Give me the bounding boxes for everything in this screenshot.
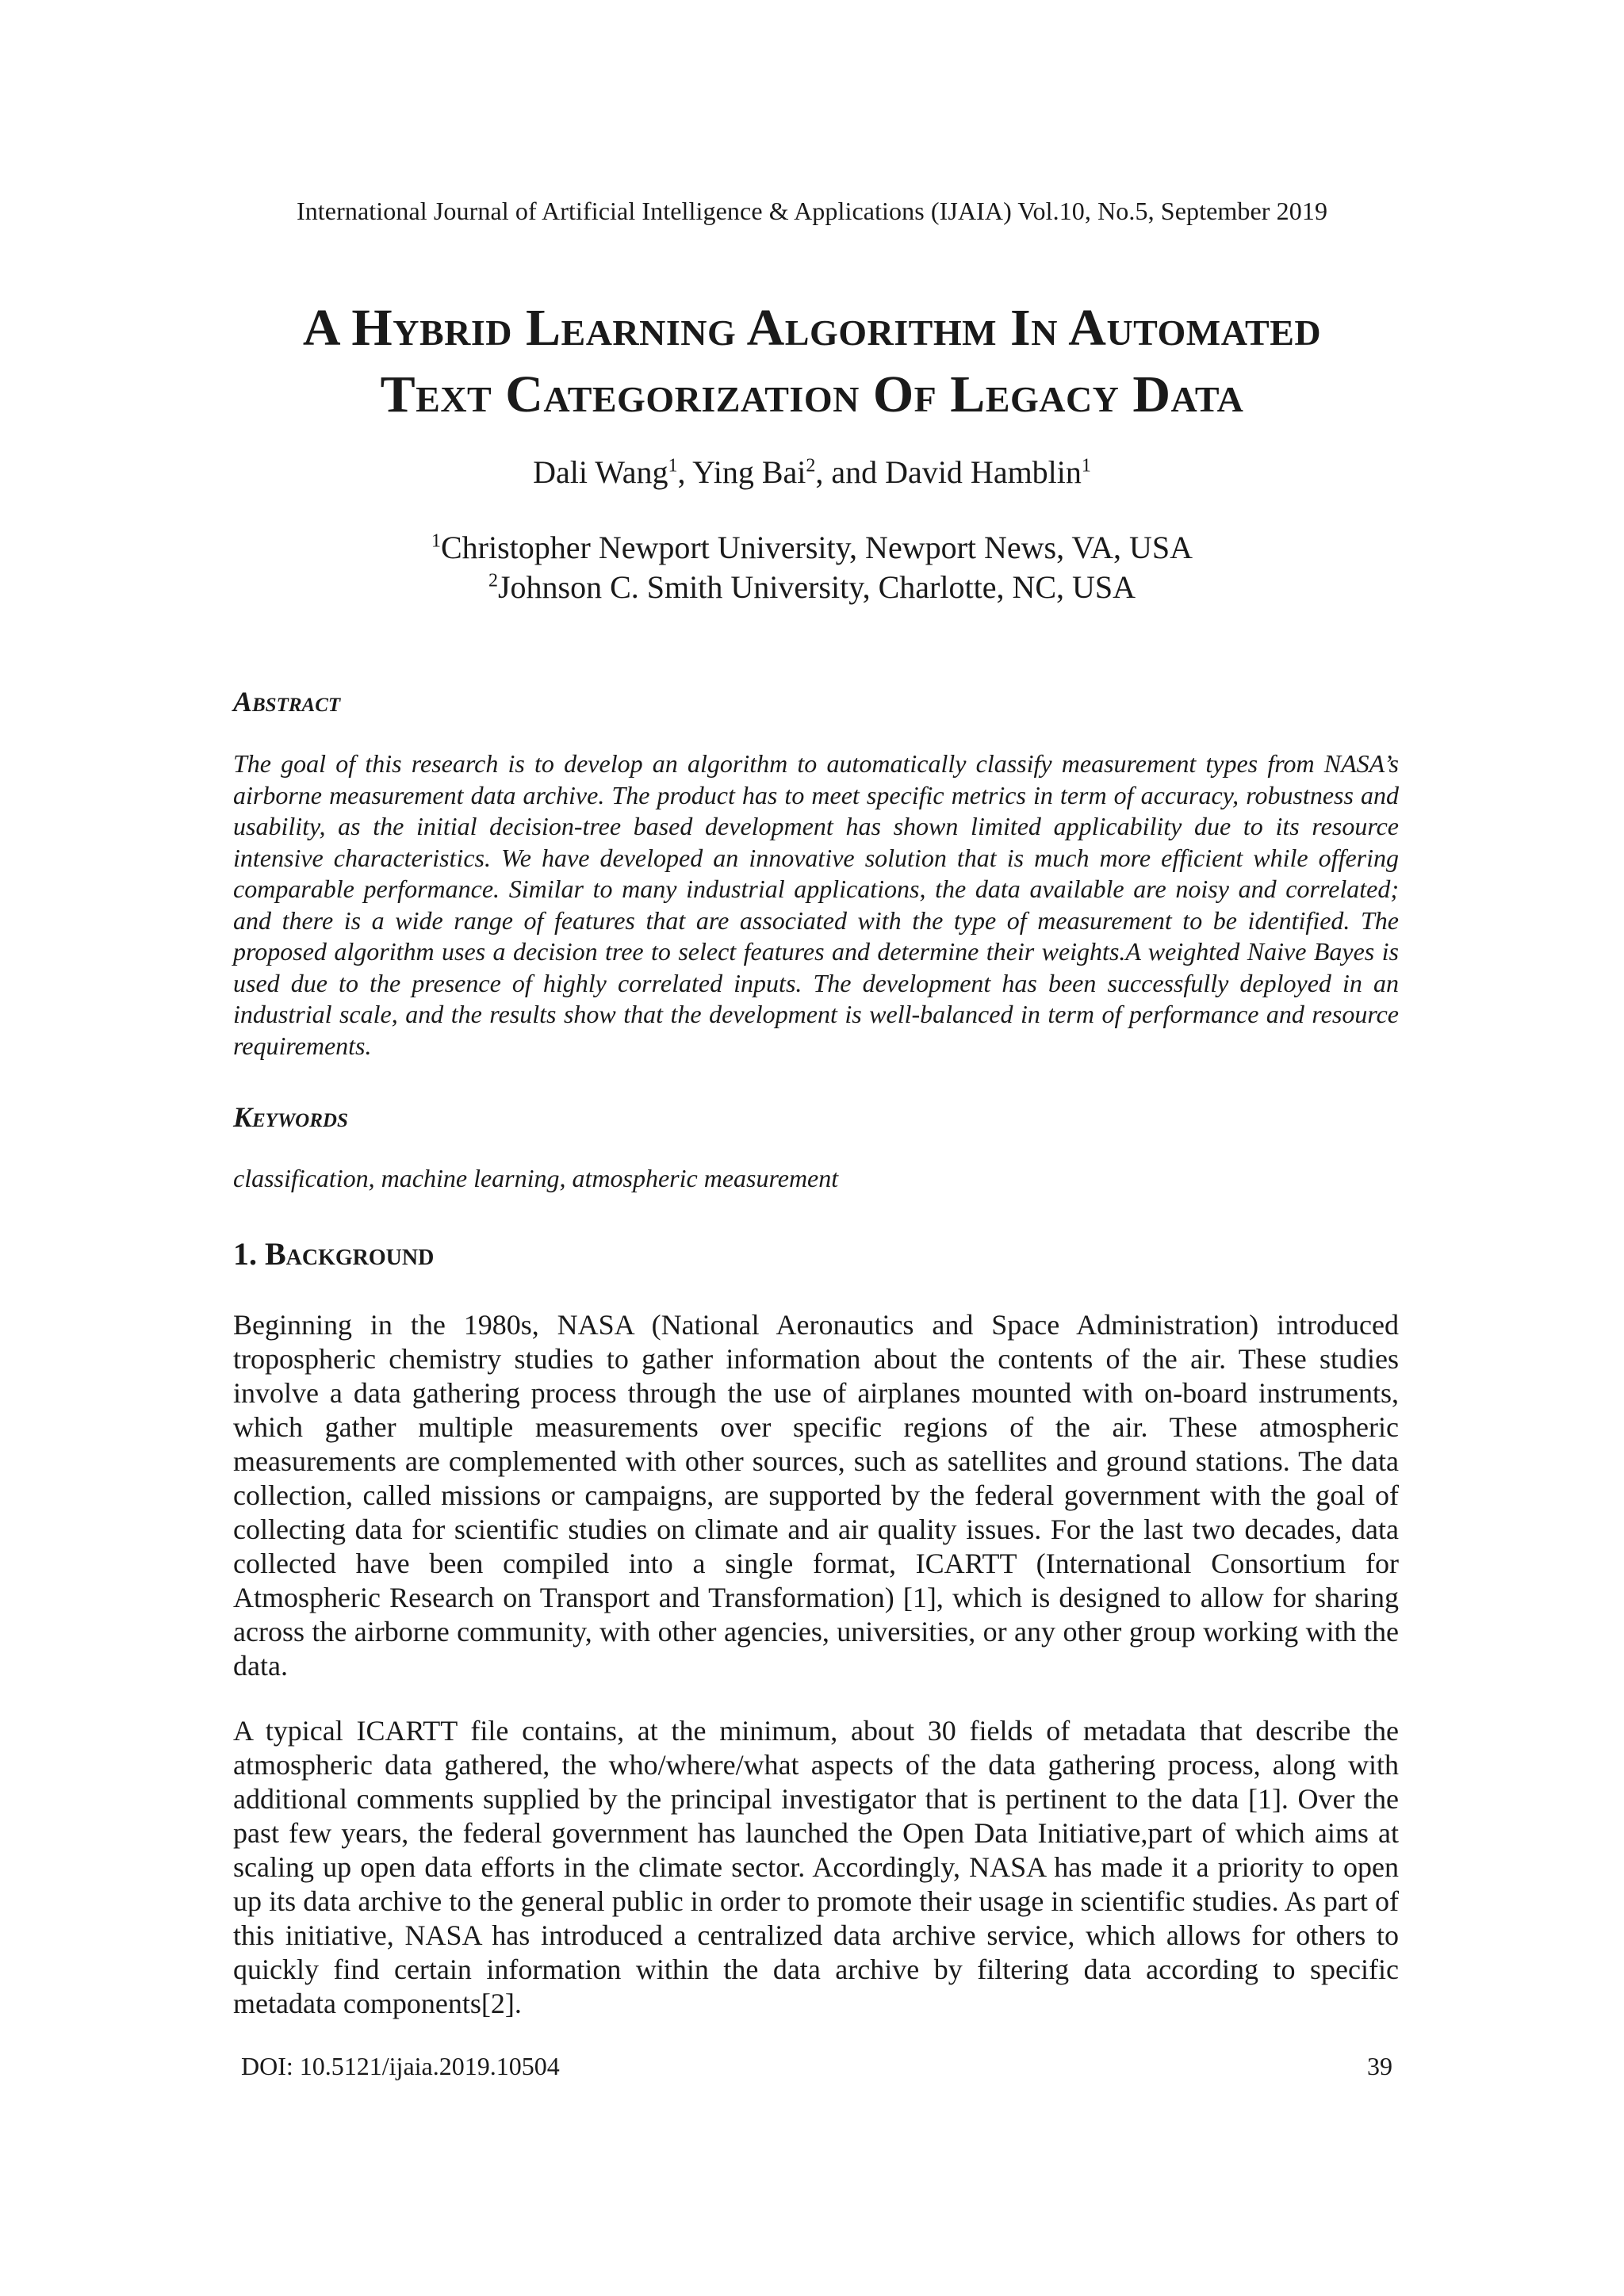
background-paragraph-1: Beginning in the 1980s, NASA (National Aeronautics and Space Administration) introduced tropospheric chemistry studies to gather information about the contents of the air. These studies involve a data gathering process through the use of airplanes mounted with on-board instruments, which gather multiple measurements over specific regions of the air. These atmospheric measurements are complemented with other sources, such as satellites and ground stations. The data collection, called missions or campaigns, are supported by the federal government with the goal of collecting data for scientific studies on climate and air quality issues. For the last two decades, data collected have been compiled into a single format, ICARTT (International Consortium for Atmospheric Research on Transport and Transformation) [1], which is designed to allow for sharing across the airborne community, with other agencies, universities, or any other group working with the data. <box>233 1309 1399 1682</box>
keywords-heading: Keywords <box>233 1101 348 1133</box>
author-name: Dali Wang <box>533 454 668 490</box>
affiliation-list <box>0 528 1624 607</box>
affiliation-mark: 2 <box>488 570 498 591</box>
abstract-body: The goal of this research is to develop an algorithm to automatically classify measurement types from NASA’s airborne measurement data archive. The product has to meet specific metrics in term of accuracy, robustness and usability, as the initial decision-tree based development has shown limited applicability due to its resource intensive characteristics. We have developed an innovative solution that is much more efficient while offering comparable performance. Similar to many industrial applications, the data available are noisy and correlated; and there is a wide range of features that are associated with the type of measurement to be identified. The proposed algorithm uses a decision tree to select features and determine their weights.A weighted Naive Bayes is used due to the presence of highly correlated inputs. The development has been successfully deployed in an industrial scale, and the results show that the development is well-balanced in term of performance and resource requirements. <box>233 749 1399 1060</box>
author-separator: , <box>677 454 693 490</box>
affiliation-line <box>0 568 1624 607</box>
footer-page-number: 39 <box>1367 2052 1392 2080</box>
affiliation-text: Johnson C. Smith University, Charlotte, NC, USA <box>497 569 1136 605</box>
background-heading: 1. Background <box>233 1236 435 1272</box>
affiliation-mark: 1 <box>431 530 441 552</box>
author-separator: , and <box>815 454 886 490</box>
journal-running-header: International Journal of Artificial Intelligence & Applications (IJAIA) Vol.10, No.5, September 2019 <box>296 197 1328 225</box>
paper-title <box>159 295 1465 428</box>
paper-title-line-2: Text Categorization Of Legacy Data <box>380 365 1244 423</box>
keywords-body: classification, machine learning, atmospheric measurement <box>233 1164 839 1192</box>
affiliation-text: Christopher Newport University, Newport News, VA, USA <box>440 530 1193 565</box>
author-name: David Hamblin <box>885 454 1082 490</box>
background-paragraph-2: A typical ICARTT file contains, at the minimum, about 30 fields of metadata that describe the atmospheric data gathered, the who/where/what aspects of the data gathering process, along with additional comments supplied by the principal investigator that is pertinent to the data [1]. Over the past few years, the federal government has launched the Open Data Initiative,part of which aims at scaling up open data efforts in the climate sector. Accordingly, NASA has made it a priority to open up its data archive to the general public in order to promote their usage in scientific studies. As part of this initiative, NASA has introduced a centralized data archive service, which allows for others to quickly find certain information within the data archive by filtering data according to specific metadata components[2]. <box>233 1715 1399 2019</box>
author-list <box>0 453 1624 491</box>
paper-title-line-1: A Hybrid Learning Algorithm In Automated <box>302 299 1322 357</box>
footer-doi: DOI: 10.5121/ijaia.2019.10504 <box>241 2052 560 2080</box>
affiliation-line <box>0 528 1624 568</box>
author-affiliation-mark: 1 <box>668 455 678 476</box>
abstract-heading: Abstract <box>233 686 341 718</box>
author-name: Ying Bai <box>692 454 806 490</box>
author-affiliation-mark: 2 <box>806 455 816 476</box>
author-affiliation-mark: 1 <box>1081 455 1091 476</box>
